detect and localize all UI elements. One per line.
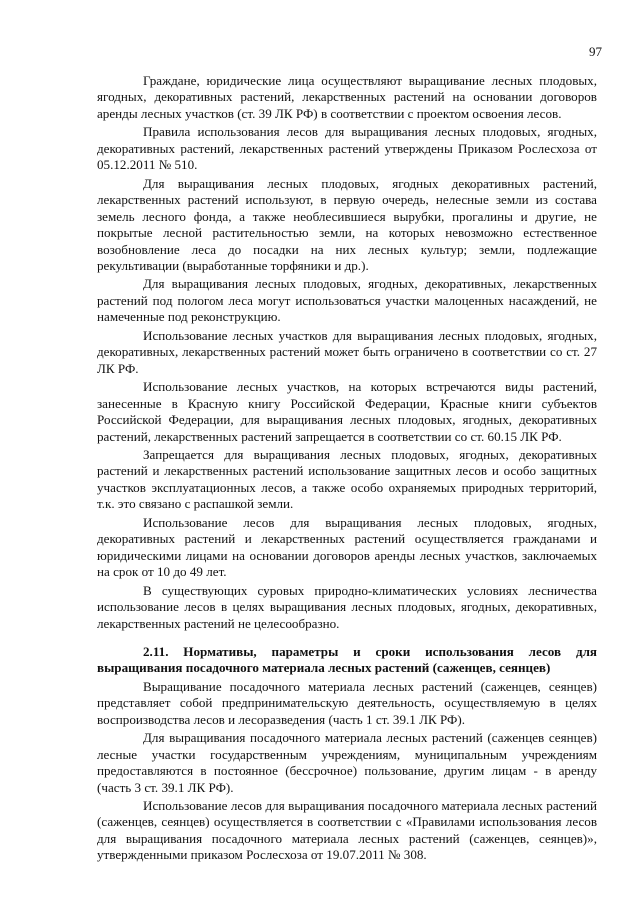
paragraph-9: В существующих суровых природно-климатических условиях лесничества использование лесов в целях выращивания лесных плодовых, ягодных, декоративных, лекарственных растений не целесообразно. <box>97 582 597 631</box>
page-number: 97 <box>589 44 602 59</box>
section-heading: 2.11. Нормативы, параметры и сроки использования лесов для выращивания посадочного материала лесных растений (саженцев, сеянцев) <box>97 643 597 676</box>
paragraph-6: Использование лесных участков, на которых встречаются виды растений, занесенные в Красную книгу Российской Федерации, Красные книги субъектов Российской Федерации, для выращивания лесных плодовых, ягодных, декоративных растений, лекарственных растений запрещается в соответствии со ст. 60.15 ЛК РФ. <box>97 379 597 444</box>
paragraph-10: Выращивание посадочного материала лесных растений (саженцев, сеянцев) представляет собой предпринимательскую деятельность, осуществляемую в целях воспроизводства лесов и лесоразведения (часть 1 ст. 39.1 ЛК РФ). <box>97 678 597 727</box>
paragraph-1: Граждане, юридические лица осуществляют выращивание лесных плодовых, ягодных, декоративных растений, лекарственных растений на основании договоров аренды лесных участков (ст. 39 ЛК РФ) в соответствии с проектом освоения лесов. <box>97 73 597 121</box>
paragraph-7: Запрещается для выращивания лесных плодовых, ягодных, декоративных растений и лекарственных растений использование защитных лесов и особо защитных участков эксплуатационных лесов, а также особо охраняемых природных территорий, т.к. это связано с распашкой земли. <box>97 446 597 512</box>
paragraph-11: Для выращивания посадочного материала лесных растений (саженцев сеянцев) лесные участки государственным учреждениям, муниципальным учреждениям предоставляются в постоянное (бессрочное) пользование, другим лицам - в аренду (часть 3 ст. 39.1 ЛК РФ). <box>97 730 597 795</box>
paragraph-8: Использование лесов для выращивания лесных плодовых, ягодных, декоративных растений и лекарственных растений осуществляется гражданами и юридическими лицами на основании договоров аренды лесных участков, заключаемых на срок от 10 до 49 лет. <box>97 514 597 580</box>
paragraph-4: Для выращивания лесных плодовых, ягодных, декоративных, лекарственных растений под пологом леса могут использоваться участки малоценных насаждений, не намеченные под реконструкцию. <box>97 276 597 325</box>
page-content <box>97 73 597 866</box>
paragraph-2: Правила использования лесов для выращивания лесных плодовых, ягодных, декоративных растений, лекарственных растений утверждены Приказом Рослесхоза от 05.12.2011 № 510. <box>97 124 597 173</box>
paragraph-3: Для выращивания лесных плодовых, ягодных декоративных растений, лекарственных растений используют, в первую очередь, нелесные земли из состава земель лесного фонда, а также необлесившиеся вырубки, прогалины и другие, не покрытые лесной растительностью земли, на которых невозможно естественное возобновление леса до посадки на них лесных культур; земли, подлежащие рекультивации (выработанные торфяники и др.). <box>97 175 597 273</box>
paragraph-5: Использование лесных участков для выращивания лесных плодовых, ягодных, декоративных, лекарственных растений может быть ограничено в соответствии со ст. 27 ЛК РФ. <box>97 327 597 376</box>
paragraph-12: Использование лесов для выращивания посадочного материала лесных растений (саженцев, сеянцев) осуществляется в соответствии с «Правилами использования лесов для выращивания посадочного материала лесных растений (саженцев, сеянцев)», утвержденными приказом Рослесхоза от 19.07.2011 № 308. <box>97 798 597 863</box>
